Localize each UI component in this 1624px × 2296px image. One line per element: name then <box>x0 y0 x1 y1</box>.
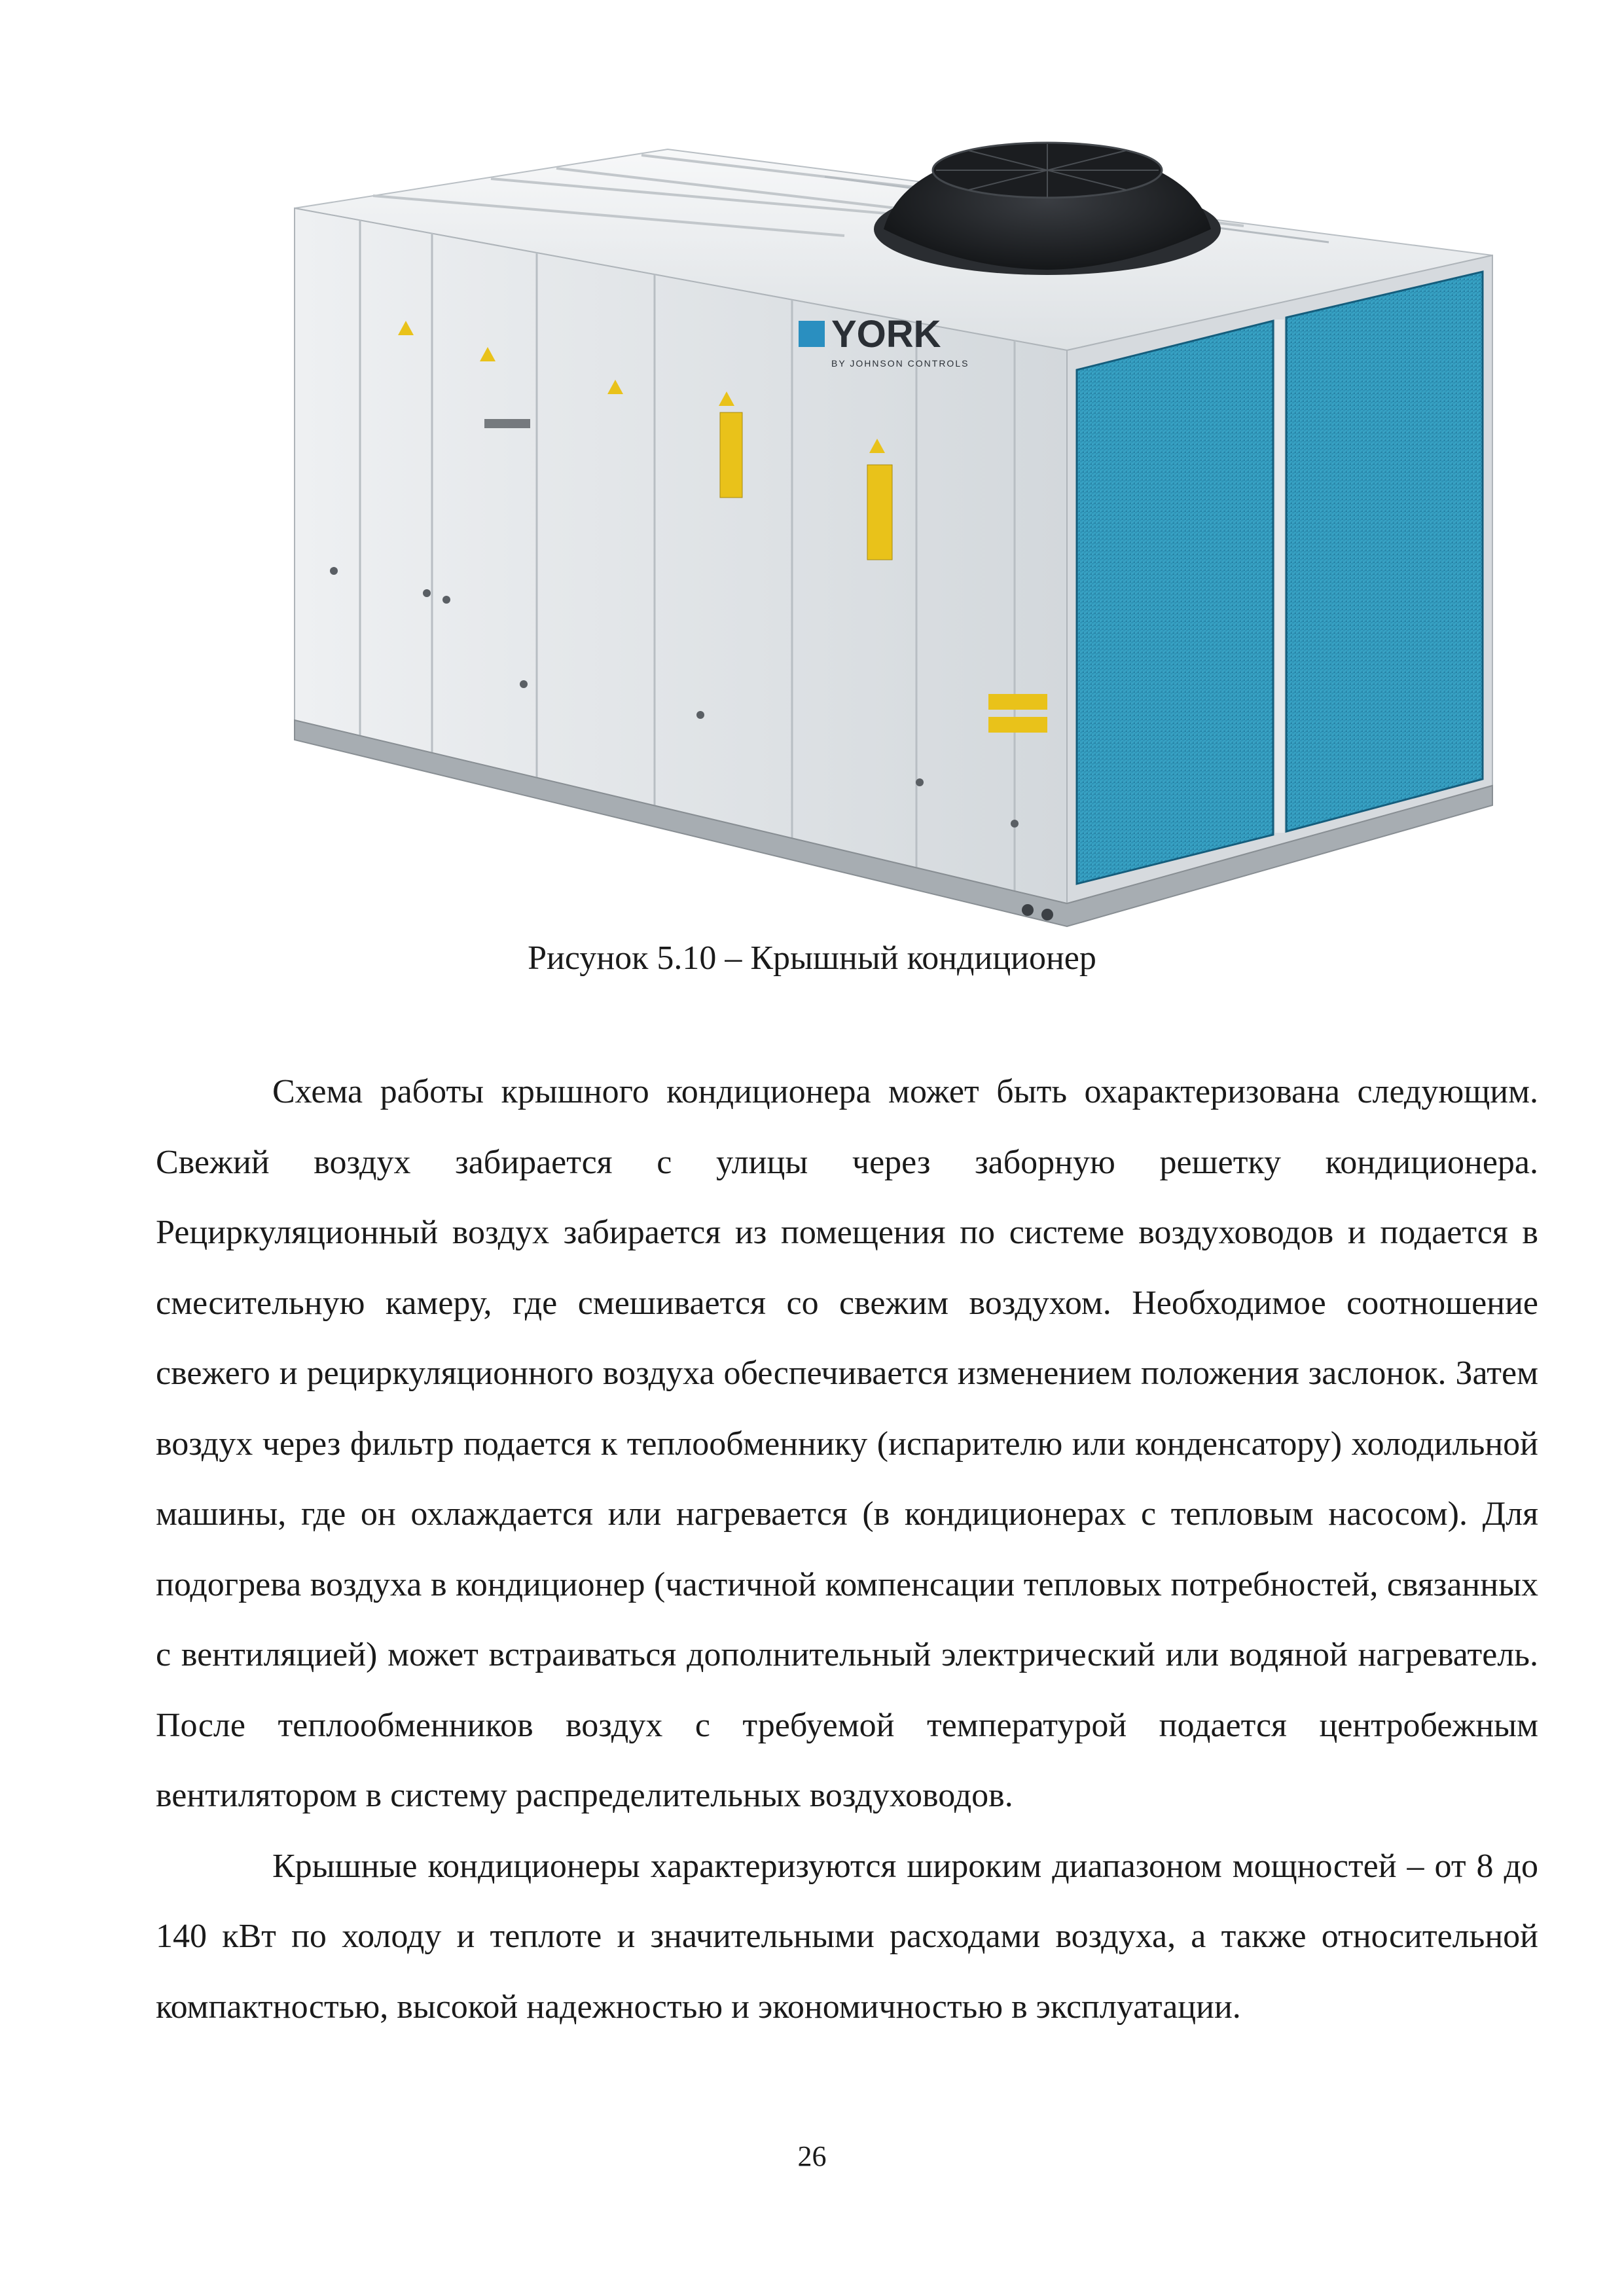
paragraph: Крышные кондиционеры характеризуются широким диапазоном мощностей – от 8 до 140 кВт по холоду и теплоте и значительными расходами воздуха, а также относительной компактностью, высокой надежностью и экономичностью в эксплуатации. <box>156 1847 1538 2026</box>
condenser-fan-icon <box>874 143 1221 275</box>
condenser-coil-left <box>1077 321 1273 884</box>
condenser-coil-right <box>1286 272 1483 831</box>
figure-rooftop-unit <box>275 131 1506 949</box>
paragraph: Схема работы крышного кондиционера может быть охарактеризована следующим. Свежий воздух забирается с улицы через заборную решетку кондиционера. Рециркуляционный воздух забирается из помещения по системе воздуховодов и подается в смесительную камеру, где смешивается со свежим воздухом. Необходимое соотношение свежего и рециркуляционного воздуха обеспечивается изменением положения заслонок. Затем воздух через фильтр подается к теплообменнику (испарителю или конденсатору) холодильной машины, где он охлаждается или нагревается (в кондиционерах с тепловым насосом). Для подогрева воздуха в кондиционер (частичной компенсации тепловых потребностей, связанных с вентиляцией) может встраиваться дополнительный электрический или водяной нагреватель. После теплообменников воздух с требуемой температурой подается центробежным вентилятором в систему распределительных воздуховодов. <box>156 1073 1538 1814</box>
rooftop-air-conditioner-image <box>275 131 1506 949</box>
figure-caption: Рисунок 5.10 – Крышный кондиционер <box>528 939 1096 977</box>
brand-sub-text: BY JOHNSON CONTROLS <box>831 358 969 369</box>
brand-logo-text: YORK <box>831 313 941 355</box>
body-text <box>156 1057 1538 2042</box>
page-number: 26 <box>797 2140 827 2172</box>
